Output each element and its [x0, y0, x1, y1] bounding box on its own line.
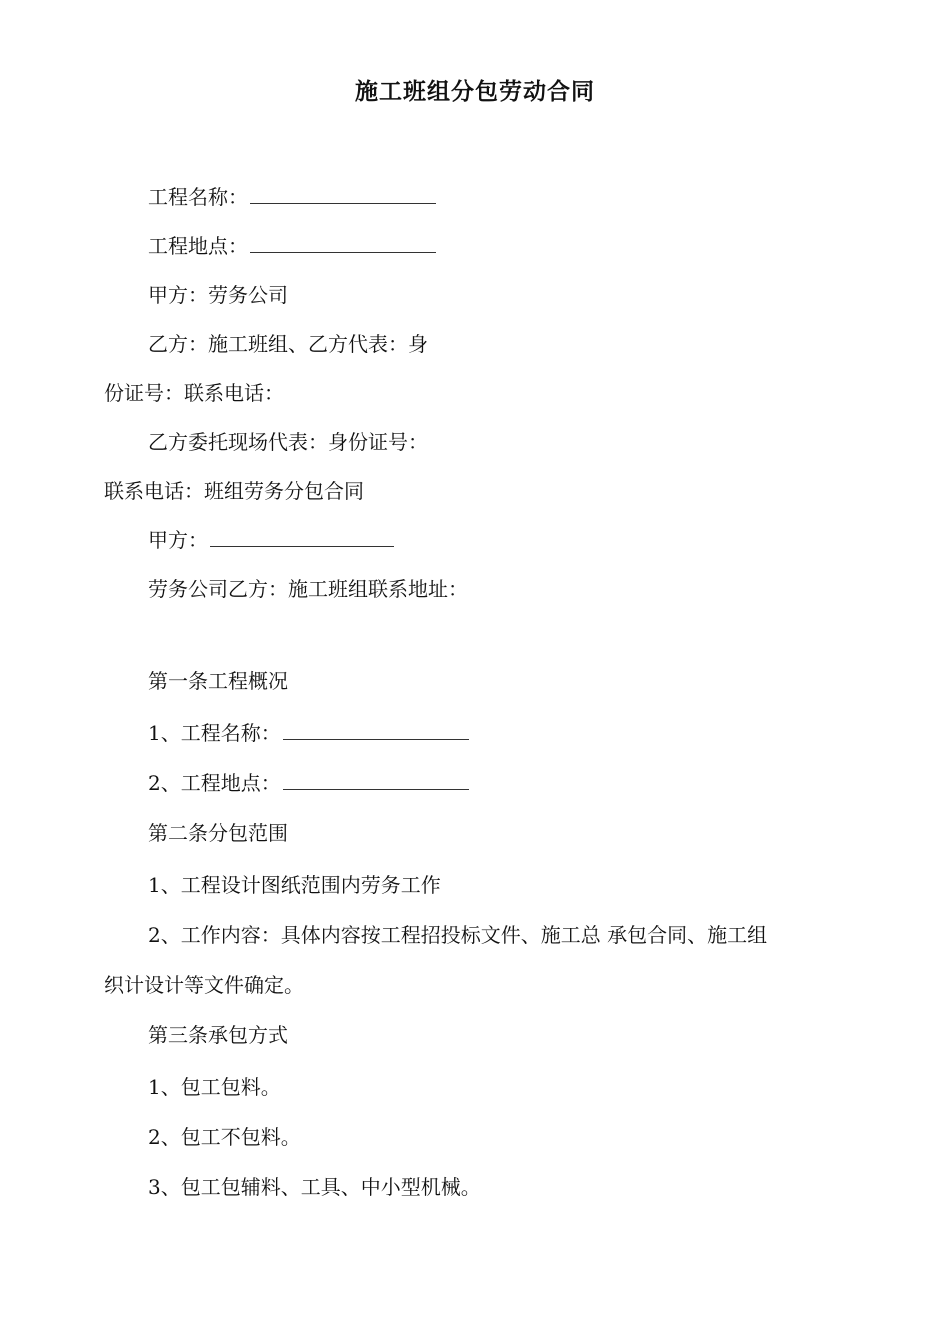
party-b-line-2: 份证号：联系电话：	[104, 381, 284, 405]
party-a-sign-line	[148, 526, 394, 554]
party-b-agent-line: 乙方委托现场代表：身份证号：	[148, 430, 428, 454]
article-1-heading: 第一条工程概况	[148, 669, 288, 693]
project-name-line	[148, 183, 436, 211]
article-3-item-3: 3、包工包辅料、工具、中小型机械。	[148, 1175, 481, 1199]
project-name-blank	[250, 185, 436, 204]
company-party-b-line: 劳务公司乙方：施工班组联系地址：	[148, 577, 468, 601]
project-location-blank	[250, 234, 436, 253]
article-2-item-2-line-1: 2、工作内容：具体内容按工程招投标文件、施工总 承包合同、施工组	[148, 923, 768, 947]
project-name-label: 工程名称：	[148, 185, 248, 209]
article-3-heading: 第三条承包方式	[148, 1023, 288, 1047]
article-1-item-1-label: 1、工程名称：	[148, 721, 281, 745]
contact-line: 联系电话：班组劳务分包合同	[104, 479, 364, 503]
party-a-sign-label: 甲方：	[148, 528, 208, 552]
project-location-line	[148, 232, 436, 260]
article-1-item-2-blank	[283, 771, 469, 790]
article-3-item-2: 2、包工不包料。	[148, 1125, 301, 1149]
article-3-item-1: 1、包工包料。	[148, 1075, 281, 1099]
article-1-item-1-blank	[283, 721, 469, 740]
party-a-sign-blank	[210, 528, 394, 547]
party-a-line: 甲方：劳务公司	[148, 283, 288, 307]
article-2-heading: 第二条分包范围	[148, 821, 288, 845]
article-1-item-1	[148, 719, 469, 747]
document-title: 施工班组分包劳动合同	[355, 78, 595, 105]
party-b-line-1: 乙方：施工班组、乙方代表：身	[148, 332, 428, 356]
article-1-item-2-label: 2、工程地点：	[148, 771, 281, 795]
article-2-item-1: 1、工程设计图纸范围内劳务工作	[148, 873, 441, 897]
project-location-label: 工程地点：	[148, 234, 248, 258]
article-1-item-2	[148, 769, 469, 797]
article-2-item-2-line-2: 织计设计等文件确定。	[104, 973, 304, 997]
